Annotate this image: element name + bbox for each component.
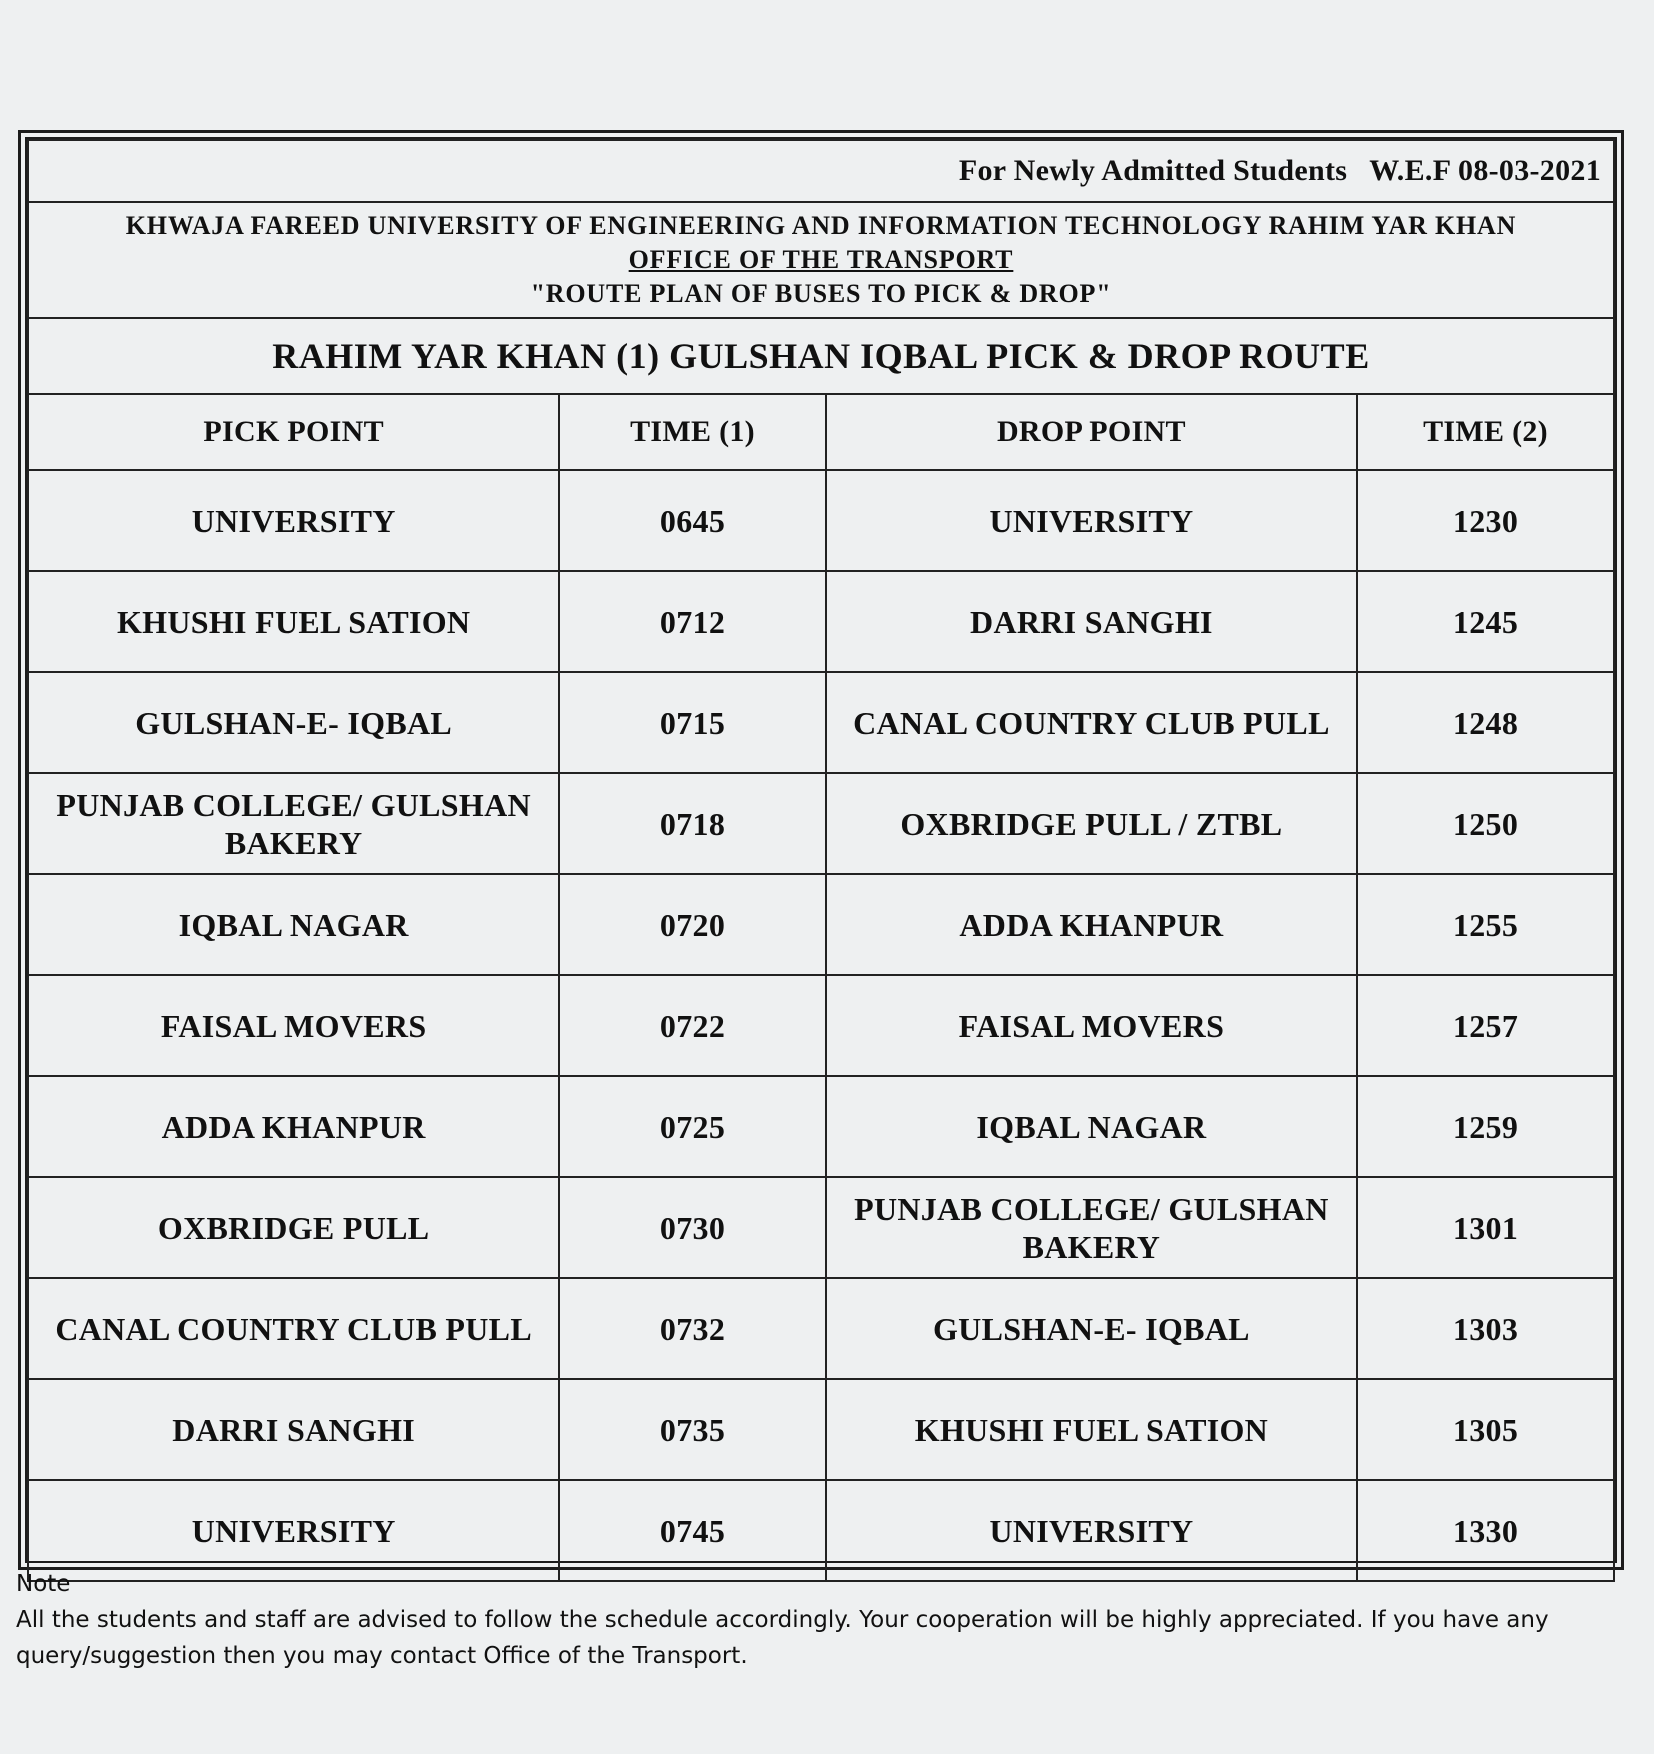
- time1-cell: 0732: [559, 1278, 825, 1379]
- time1-cell: 0720: [559, 874, 825, 975]
- pick-point-cell: KHUSHI FUEL SATION: [28, 571, 559, 672]
- newly-admitted-label: For Newly Admitted Students: [958, 154, 1348, 187]
- drop-point-cell: UNIVERSITY: [826, 470, 1357, 571]
- pick-point-cell: IQBAL NAGAR: [28, 874, 559, 975]
- pick-point-cell: UNIVERSITY: [28, 470, 559, 571]
- time1-cell: 0745: [559, 1480, 825, 1581]
- pick-point-cell: FAISAL MOVERS: [28, 975, 559, 1076]
- route-table: [27, 139, 1615, 1582]
- pick-point-cell: UNIVERSITY: [28, 1480, 559, 1581]
- drop-point-cell: UNIVERSITY: [826, 1480, 1357, 1581]
- office-title: OFFICE OF THE TRANSPORT: [628, 245, 1014, 274]
- time1-cell: 0735: [559, 1379, 825, 1480]
- pick-point-cell: CANAL COUNTRY CLUB PULL: [28, 1278, 559, 1379]
- plan-title: "ROUTE PLAN OF BUSES TO PICK & DROP": [530, 279, 1112, 308]
- drop-point-header: DROP POINT: [826, 394, 1357, 470]
- university-header-row: [28, 202, 1614, 318]
- table-row: [28, 1177, 1614, 1278]
- time1-cell: 0712: [559, 571, 825, 672]
- time2-cell: 1303: [1357, 1278, 1614, 1379]
- time1-cell: 0715: [559, 672, 825, 773]
- schedule-frame: [18, 130, 1624, 1570]
- table-row: [28, 874, 1614, 975]
- time2-cell: 1259: [1357, 1076, 1614, 1177]
- drop-point-cell: ADDA KHANPUR: [826, 874, 1357, 975]
- drop-point-cell: FAISAL MOVERS: [826, 975, 1357, 1076]
- drop-point-cell: OXBRIDGE PULL / ZTBL: [826, 773, 1357, 874]
- time2-header: TIME (2): [1357, 394, 1614, 470]
- note-title: Note: [16, 1571, 71, 1597]
- route-title: RAHIM YAR KHAN (1) GULSHAN IQBAL PICK & DROP ROUTE: [28, 318, 1614, 394]
- table-row: [28, 672, 1614, 773]
- time1-header: TIME (1): [559, 394, 825, 470]
- time2-cell: 1250: [1357, 773, 1614, 874]
- time2-cell: 1248: [1357, 672, 1614, 773]
- time2-cell: 1255: [1357, 874, 1614, 975]
- schedule-inner-border: [25, 137, 1617, 1563]
- table-row: [28, 773, 1614, 874]
- pick-point-header: PICK POINT: [28, 394, 559, 470]
- pick-point-cell: OXBRIDGE PULL: [28, 1177, 559, 1278]
- table-row: [28, 1076, 1614, 1177]
- pick-point-cell: GULSHAN-E- IQBAL: [28, 672, 559, 773]
- drop-point-cell: GULSHAN-E- IQBAL: [826, 1278, 1357, 1379]
- time1-cell: 0725: [559, 1076, 825, 1177]
- time2-cell: 1301: [1357, 1177, 1614, 1278]
- time1-cell: 0730: [559, 1177, 825, 1278]
- note-text: All the students and staff are advised to follow the schedule accordingly. Your cooperation will be highly appreciated. If you have any query/suggestion then you may contact Office of the Transport.: [16, 1607, 1549, 1669]
- time2-cell: 1305: [1357, 1379, 1614, 1480]
- table-row: [28, 571, 1614, 672]
- time1-cell: 0645: [559, 470, 825, 571]
- time2-cell: 1330: [1357, 1480, 1614, 1581]
- time1-cell: 0718: [559, 773, 825, 874]
- table-row: [28, 975, 1614, 1076]
- table-row: [28, 1379, 1614, 1480]
- university-name: KHWAJA FAREED UNIVERSITY OF ENGINEERING AND INFORMATION TECHNOLOGY RAHIM YAR KHAN: [125, 211, 1517, 240]
- note-section: [16, 1566, 1616, 1674]
- route-title-row: [28, 318, 1614, 394]
- table-row: [28, 1278, 1614, 1379]
- university-header-cell: [28, 202, 1614, 318]
- effective-date-cell: [28, 140, 1614, 202]
- time2-cell: 1245: [1357, 571, 1614, 672]
- drop-point-cell: KHUSHI FUEL SATION: [826, 1379, 1357, 1480]
- pick-point-cell: ADDA KHANPUR: [28, 1076, 559, 1177]
- column-header-row: [28, 394, 1614, 470]
- wef-date: W.E.F 08-03-2021: [1369, 154, 1601, 187]
- drop-point-cell: PUNJAB COLLEGE/ GULSHAN BAKERY: [826, 1177, 1357, 1278]
- pick-point-cell: PUNJAB COLLEGE/ GULSHAN BAKERY: [28, 773, 559, 874]
- drop-point-cell: CANAL COUNTRY CLUB PULL: [826, 672, 1357, 773]
- effective-date-row: [28, 140, 1614, 202]
- drop-point-cell: IQBAL NAGAR: [826, 1076, 1357, 1177]
- table-row: [28, 470, 1614, 571]
- pick-point-cell: DARRI SANGHI: [28, 1379, 559, 1480]
- time2-cell: 1230: [1357, 470, 1614, 571]
- drop-point-cell: DARRI SANGHI: [826, 571, 1357, 672]
- time2-cell: 1257: [1357, 975, 1614, 1076]
- time1-cell: 0722: [559, 975, 825, 1076]
